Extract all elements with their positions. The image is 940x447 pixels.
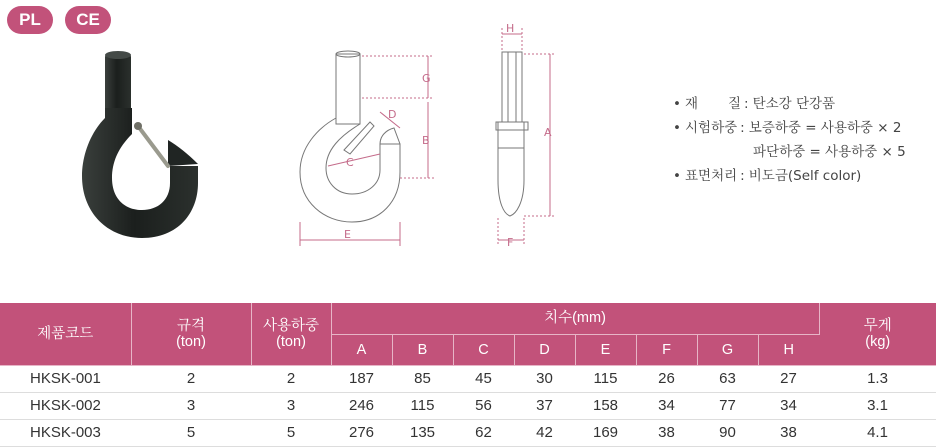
spec-material-label-2: 질: [727, 96, 741, 112]
cell-dim-a: 187: [348, 370, 375, 387]
table-row: [0, 419, 936, 446]
cell-dim-d: 37: [536, 397, 553, 414]
cell-dim-h: 38: [780, 424, 797, 441]
cell-code: HKSK-001: [30, 370, 101, 387]
cell-dim-c: 45: [475, 370, 492, 387]
side-view-drawing: [468, 18, 568, 254]
dim-label-c: C: [346, 156, 354, 169]
dim-label-d: D: [388, 108, 397, 121]
cell-size: 5: [186, 424, 196, 441]
dim-label-f: F: [507, 236, 514, 249]
cell-dim-g: 90: [719, 424, 736, 441]
cell-dim-f: 34: [658, 397, 675, 414]
header-dim-d: D: [514, 334, 575, 365]
cell-code: HKSK-002: [30, 397, 101, 414]
spec-list: [673, 92, 906, 188]
cell-dim-g: 77: [719, 397, 736, 414]
header-dim-h: H: [758, 334, 819, 365]
header-dim-a: A: [331, 334, 392, 365]
spec-surface-value: 비도금(Self color): [748, 168, 862, 184]
bullet-icon: •: [673, 96, 681, 112]
cell-dim-f: 38: [658, 424, 675, 441]
dim-label-a: A: [544, 126, 552, 139]
header-dim-e: E: [575, 334, 636, 365]
front-view-drawing: [288, 32, 448, 252]
pl-badge: PL: [7, 6, 53, 34]
header-code: 제품코드: [0, 303, 131, 365]
cell-weight: 4.1: [867, 424, 888, 441]
header-working-load: 사용하중 (ton): [251, 303, 331, 365]
cell-dim-f: 26: [658, 370, 675, 387]
cell-dim-e: 158: [592, 397, 619, 414]
cell-code: HKSK-003: [30, 424, 101, 441]
cell-weight: 1.3: [867, 370, 888, 387]
cell-dim-h: 34: [780, 397, 797, 414]
header-dim-g: G: [697, 334, 758, 365]
dim-label-g: G: [422, 72, 431, 85]
cell-dim-c: 56: [475, 397, 492, 414]
dim-label-h: H: [506, 22, 515, 35]
hook-photo: [80, 48, 210, 243]
cell-dim-c: 62: [475, 424, 492, 441]
cell-dim-b: 85: [414, 370, 431, 387]
bullet-icon: •: [673, 120, 681, 136]
spec-test-load-label: 시험하중: [685, 120, 738, 136]
header-dimensions: 치수(mm): [331, 303, 819, 334]
cell-dim-g: 63: [719, 370, 736, 387]
header-weight: 무게 (kg): [819, 303, 936, 365]
header-dim-c: C: [453, 334, 514, 365]
spec-material-label: [685, 92, 741, 116]
dim-label-b: B: [422, 134, 430, 147]
cell-dim-d: 42: [536, 424, 553, 441]
spec-surface: [673, 164, 906, 188]
header-dim-b: B: [392, 334, 453, 365]
cell-load: 2: [286, 370, 296, 387]
spec-breaking-load: 파단하중 = 사용하중 × 5: [753, 144, 906, 160]
table-row: [0, 365, 936, 392]
cell-dim-b: 115: [410, 397, 435, 414]
spec-breaking-load-row: [673, 140, 906, 164]
cell-dim-d: 30: [536, 370, 553, 387]
table-row: [0, 392, 936, 419]
cell-size: 2: [186, 370, 196, 387]
header-dim-f: F: [636, 334, 697, 365]
ce-badge: CE: [65, 6, 111, 34]
cell-weight: 3.1: [867, 397, 888, 414]
dim-label-e: E: [344, 228, 351, 241]
cell-dim-a: 246: [348, 397, 375, 414]
certification-badges: [7, 6, 111, 34]
cell-dim-b: 135: [409, 424, 436, 441]
spec-proof-load: 보증하중 = 사용하중 × 2: [748, 120, 902, 136]
header-size: 규격 (ton): [131, 303, 251, 365]
spec-colon: :: [740, 120, 745, 136]
bullet-icon: •: [673, 168, 681, 184]
spec-table: [0, 303, 936, 447]
spec-colon: :: [744, 96, 749, 112]
cell-dim-e: 115: [593, 370, 618, 387]
cell-dim-e: 169: [592, 424, 619, 441]
spec-material-label-1: 재: [685, 96, 699, 112]
spec-surface-label: 표면처리: [685, 168, 738, 184]
spec-test-load: [673, 116, 906, 140]
spec-material-value: 탄소강 단강품: [752, 96, 836, 112]
cell-load: 5: [286, 424, 296, 441]
cell-dim-h: 27: [780, 370, 797, 387]
spec-material: [673, 92, 906, 116]
cell-size: 3: [186, 397, 196, 414]
cell-load: 3: [286, 397, 296, 414]
cell-dim-a: 276: [348, 424, 375, 441]
spec-colon: :: [740, 168, 745, 184]
